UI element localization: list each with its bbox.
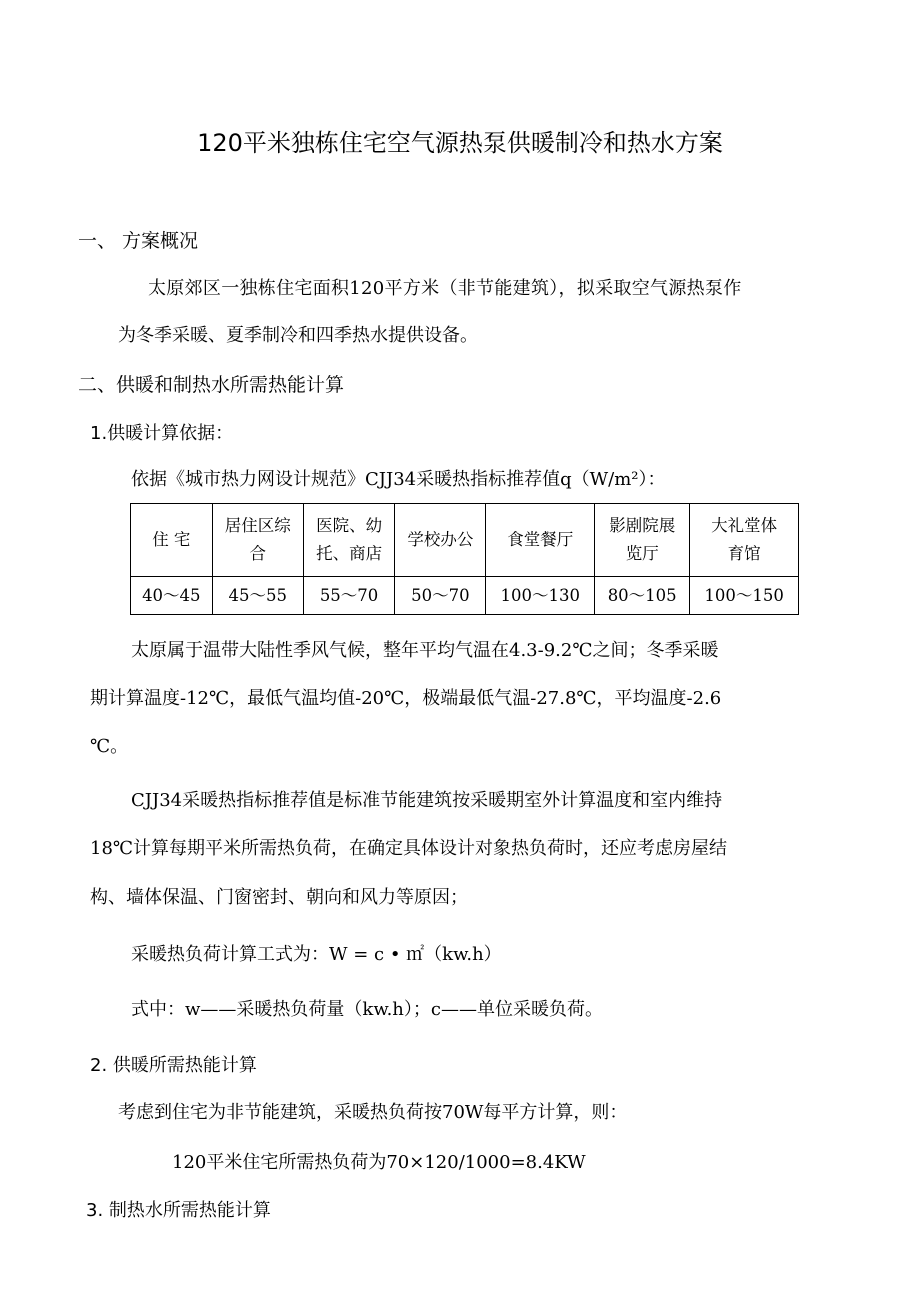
section-1-paragraph-line-1: 太原郊区一独栋住宅面积120平方米（非节能建筑），拟采取空气源热泵作 [148,278,742,299]
subsection-2-line-1: 考虑到住宅为非节能建筑，采暖热负荷按70W每平方计算，则： [118,1102,628,1123]
section-1-heading: 一、 方案概况 [78,230,199,252]
subsection-2-line-2: 120平米住宅所需热负荷为70×120/1000=8.4KW [172,1152,586,1173]
formula-note: 式中：w——采暖热负荷量（kw.h）；c——单位采暖负荷。 [131,999,603,1020]
table-cell: 50～70 [395,577,486,615]
table-cell: 40～45 [131,577,213,615]
table-header-cell: 影剧院展 览厅 [595,504,690,577]
table-header-cell: 食堂餐厅 [486,504,595,577]
table-cell: 45～55 [212,577,303,615]
table-cell: 55～70 [303,577,394,615]
subsection-1-heading: 1.供暖计算依据： [90,423,234,444]
document-title: 120平米独栋住宅空气源热泵供暖制冷和热水方案 [197,129,723,157]
formula-line: 采暖热负荷计算工式为：W = c • ㎡（kw.h） [131,944,502,965]
climate-line-1: 太原属于温带大陆性季风气候，整年平均气温在4.3-9.2℃之间；冬季采暖 [131,640,719,661]
table-header-cell: 居住区综 合 [212,504,303,577]
table-header-row [131,504,799,577]
subsection-2-heading: 2. 供暖所需热能计算 [90,1055,257,1076]
section-2-heading: 二、供暖和制热水所需热能计算 [78,374,345,396]
table-intro: 依据《城市热力网设计规范》CJJ34采暖热指标推荐值q（W/m²）： [131,469,666,490]
table-header-cell: 住 宅 [131,504,213,577]
table-row [131,577,799,615]
table-header-cell: 学校办公 [395,504,486,577]
climate-line-3: ℃。 [90,736,129,757]
note-line-1: CJJ34采暖热指标推荐值是标准节能建筑按采暖期室外计算温度和室内维持 [131,790,723,811]
table-cell: 80～105 [595,577,690,615]
note-line-2: 18℃计算每期平米所需热负荷，在确定具体设计对象热负荷时，还应考虑房屋结 [90,838,728,859]
table-header-cell: 大礼堂体 育馆 [690,504,799,577]
table-cell: 100～150 [690,577,799,615]
table-header-cell: 医院、幼 托、商店 [303,504,394,577]
heating-index-table [130,503,799,615]
section-1-paragraph-line-2: 为冬季采暖、夏季制冷和四季热水提供设备。 [118,325,478,346]
climate-line-2: 期计算温度-12℃，最低气温均值-20℃，极端最低气温-27.8℃，平均温度-2.6 [90,688,722,709]
table-cell: 100～130 [486,577,595,615]
subsection-3-heading: 3. 制热水所需热能计算 [86,1200,271,1221]
note-line-3: 构、墙体保温、门窗密封、朝向和风力等原因； [90,887,468,908]
